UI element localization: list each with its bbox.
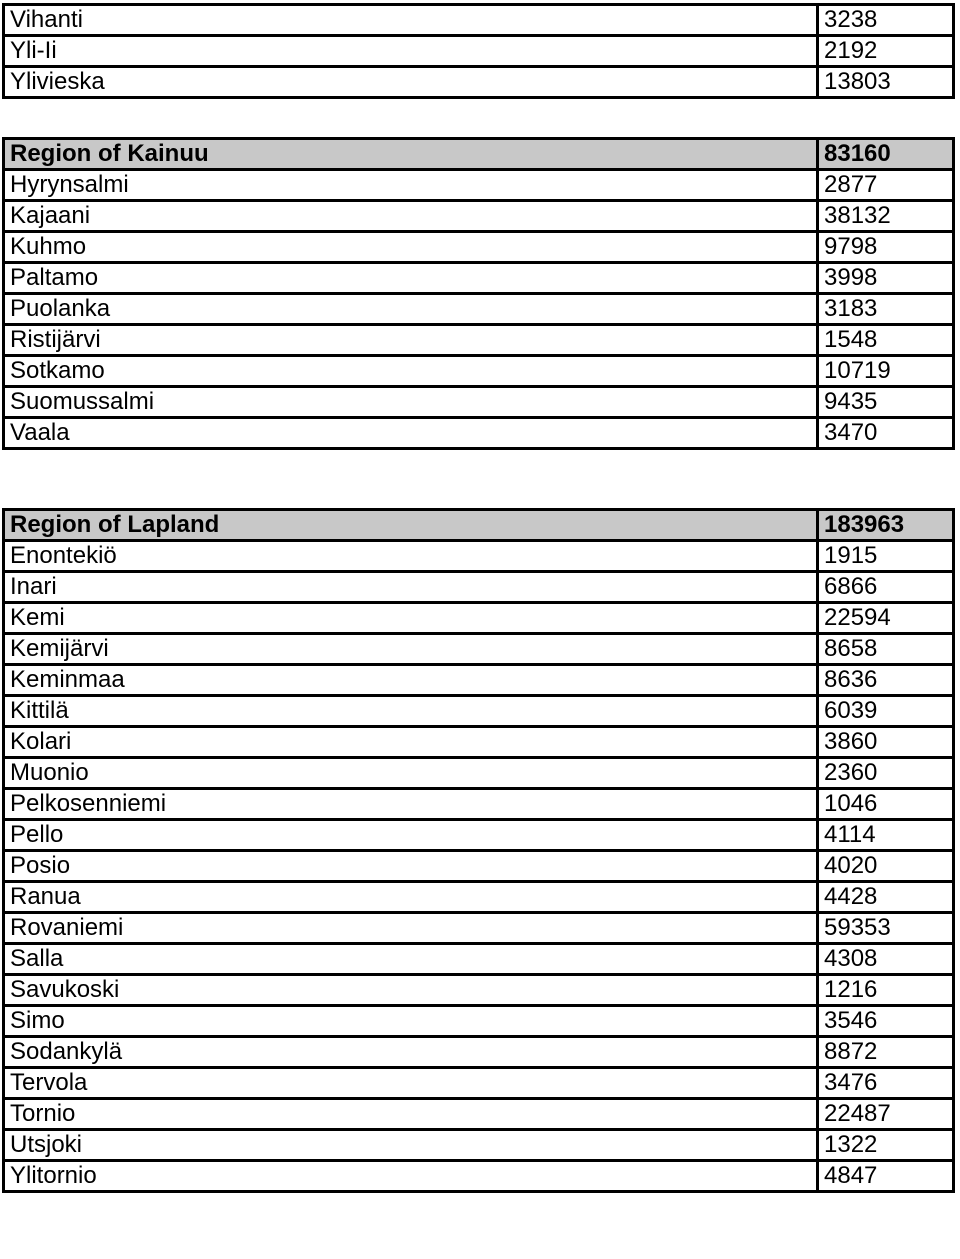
region-table-lapland [2, 508, 955, 1193]
region-header-row [4, 510, 954, 541]
table-row [4, 1037, 954, 1068]
municipality-name: Keminmaa [4, 665, 818, 696]
table-row [4, 913, 954, 944]
municipality-population: 4114 [818, 820, 954, 851]
municipality-population: 4428 [818, 882, 954, 913]
municipality-name: Ylitornio [4, 1161, 818, 1192]
table-row [4, 851, 954, 882]
municipality-population: 3860 [818, 727, 954, 758]
municipality-name: Muonio [4, 758, 818, 789]
municipality-name: Kittilä [4, 696, 818, 727]
municipality-name: Ranua [4, 882, 818, 913]
municipality-population: 3183 [818, 294, 954, 325]
municipality-population: 3470 [818, 418, 954, 449]
municipality-name: Sodankylä [4, 1037, 818, 1068]
table-row [4, 696, 954, 727]
municipality-population: 4020 [818, 851, 954, 882]
table-row [4, 1161, 954, 1192]
municipality-population: 1915 [818, 541, 954, 572]
municipality-name: Pelkosenniemi [4, 789, 818, 820]
table-row [4, 975, 954, 1006]
municipality-name: Posio [4, 851, 818, 882]
municipality-name: Pello [4, 820, 818, 851]
municipality-name: Kemi [4, 603, 818, 634]
table-row [4, 232, 954, 263]
municipality-name: Yli-Ii [4, 36, 818, 67]
municipality-name: Puolanka [4, 294, 818, 325]
table-row [4, 170, 954, 201]
municipality-population: 22487 [818, 1099, 954, 1130]
table-row [4, 418, 954, 449]
municipality-population: 3238 [818, 5, 954, 36]
region-header-row [4, 139, 954, 170]
municipality-population: 3476 [818, 1068, 954, 1099]
table-row [4, 665, 954, 696]
municipality-population: 59353 [818, 913, 954, 944]
region-table-kainuu [2, 137, 955, 450]
municipality-name: Ylivieska [4, 67, 818, 98]
municipality-name: Inari [4, 572, 818, 603]
municipality-population: 9435 [818, 387, 954, 418]
municipality-population: 3998 [818, 263, 954, 294]
municipality-population: 6039 [818, 696, 954, 727]
municipality-name: Utsjoki [4, 1130, 818, 1161]
municipality-population: 2877 [818, 170, 954, 201]
table-row [4, 36, 954, 67]
municipality-population: 13803 [818, 67, 954, 98]
table-row [4, 1006, 954, 1037]
table-row [4, 758, 954, 789]
region-population: 83160 [818, 139, 954, 170]
municipality-name: Kemijärvi [4, 634, 818, 665]
table-row [4, 201, 954, 232]
table-row [4, 387, 954, 418]
table-row [4, 263, 954, 294]
table-row [4, 5, 954, 36]
table-row [4, 634, 954, 665]
municipality-name: Kuhmo [4, 232, 818, 263]
table-row [4, 882, 954, 913]
municipality-population: 8872 [818, 1037, 954, 1068]
table-row [4, 325, 954, 356]
table-row [4, 603, 954, 634]
table-row [4, 67, 954, 98]
municipality-population: 2192 [818, 36, 954, 67]
municipality-population: 38132 [818, 201, 954, 232]
municipality-name: Tornio [4, 1099, 818, 1130]
municipality-name: Vaala [4, 418, 818, 449]
municipality-name: Vihanti [4, 5, 818, 36]
municipality-population: 9798 [818, 232, 954, 263]
municipality-name: Hyrynsalmi [4, 170, 818, 201]
table-row [4, 727, 954, 758]
table-row [4, 944, 954, 975]
municipality-population: 8636 [818, 665, 954, 696]
municipality-population: 8658 [818, 634, 954, 665]
municipality-name: Sotkamo [4, 356, 818, 387]
table-row [4, 541, 954, 572]
table-row [4, 294, 954, 325]
municipality-population: 4308 [818, 944, 954, 975]
municipality-population: 10719 [818, 356, 954, 387]
municipality-population: 22594 [818, 603, 954, 634]
municipality-population: 1322 [818, 1130, 954, 1161]
municipality-name: Rovaniemi [4, 913, 818, 944]
table-row [4, 356, 954, 387]
municipality-name: Kolari [4, 727, 818, 758]
table-row [4, 1099, 954, 1130]
municipality-name: Enontekiö [4, 541, 818, 572]
municipality-name: Savukoski [4, 975, 818, 1006]
municipality-name: Simo [4, 1006, 818, 1037]
table-row [4, 1130, 954, 1161]
municipality-name: Paltamo [4, 263, 818, 294]
table-row [4, 789, 954, 820]
table-row [4, 1068, 954, 1099]
municipality-population: 1046 [818, 789, 954, 820]
municipality-name: Tervola [4, 1068, 818, 1099]
municipality-name: Ristijärvi [4, 325, 818, 356]
municipality-population: 1216 [818, 975, 954, 1006]
municipality-name: Kajaani [4, 201, 818, 232]
municipality-table-continued [2, 3, 955, 99]
region-name: Region of Lapland [4, 510, 818, 541]
municipality-name: Suomussalmi [4, 387, 818, 418]
municipality-name: Salla [4, 944, 818, 975]
municipality-population: 4847 [818, 1161, 954, 1192]
municipality-population: 3546 [818, 1006, 954, 1037]
region-name: Region of Kainuu [4, 139, 818, 170]
region-population: 183963 [818, 510, 954, 541]
table-row [4, 820, 954, 851]
municipality-population: 1548 [818, 325, 954, 356]
municipality-population: 6866 [818, 572, 954, 603]
municipality-population: 2360 [818, 758, 954, 789]
table-row [4, 572, 954, 603]
